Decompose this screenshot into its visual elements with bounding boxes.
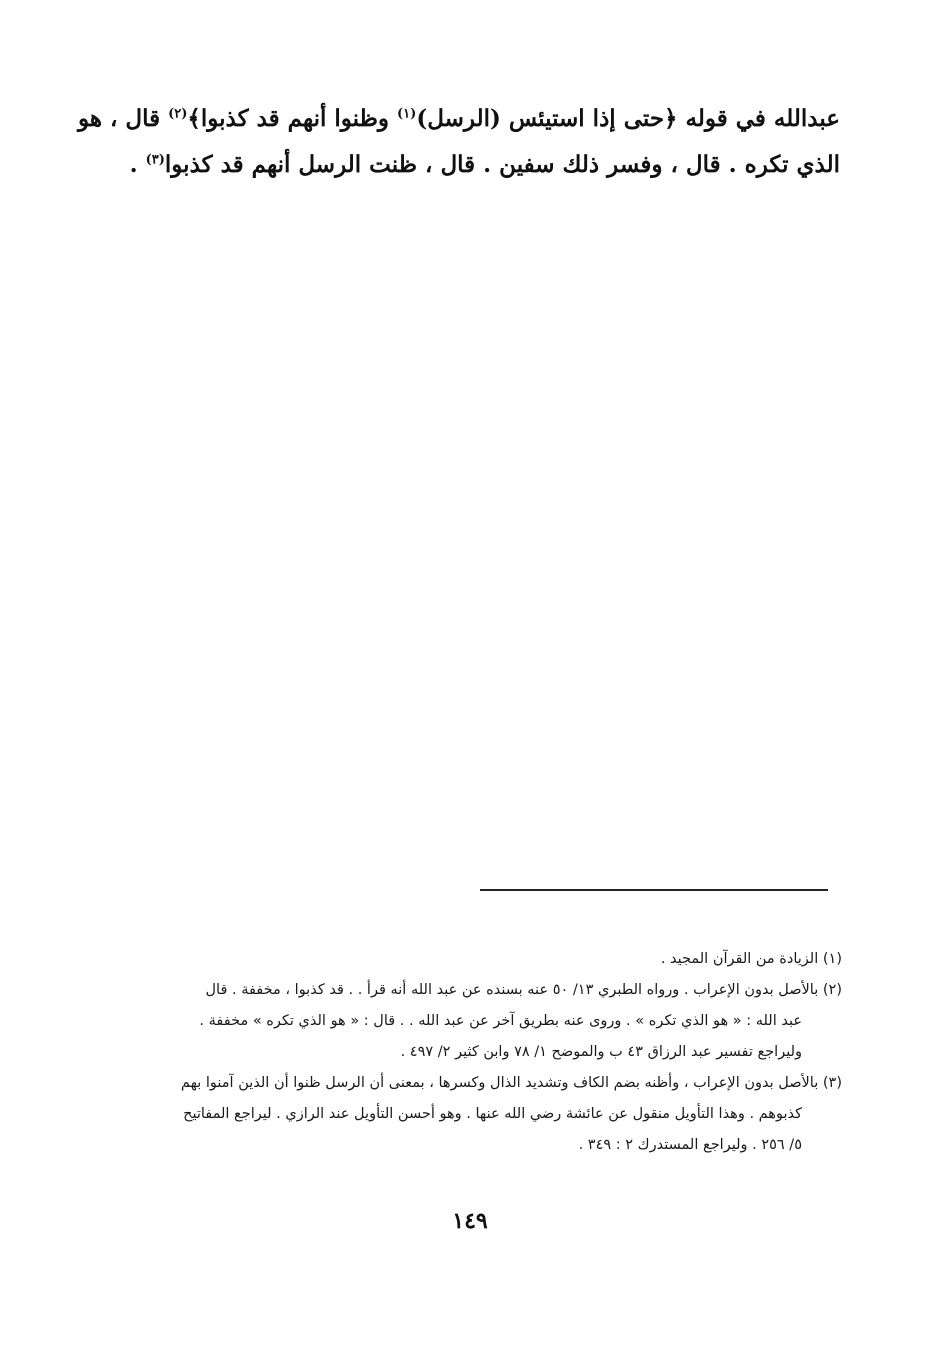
main-text	[77, 96, 840, 188]
footnote-1	[130, 944, 842, 975]
footnotes	[130, 944, 842, 1161]
footnote-line: (١) الزيادة من القرآن المجيد .	[660, 951, 842, 967]
main-text-segment: قال ، هو	[77, 105, 169, 132]
footnote-ref-1: (١)	[397, 106, 417, 122]
main-text-segment: .	[129, 151, 146, 178]
footnote-ref-2: (٢)	[168, 106, 188, 122]
main-text-segment: وظنوا أنهم قد كذبوا﴾	[187, 105, 398, 132]
main-text-line-1	[77, 96, 840, 142]
footnote-line: عبد الله : « هو الذي تكره » . وروى عنه بطريق آخر عن عبد الله . . قال : « هو الذي تكره » مخففة .	[199, 1013, 802, 1029]
footnote-line: ٥/ ٢٥٦ . وليراجع المستدرك ٢ : ٣٤٩ .	[578, 1137, 802, 1153]
footnote-3	[130, 1068, 842, 1161]
footnote-2	[130, 975, 842, 1068]
main-text-segment: الذي تكره . قال ، وفسر ذلك سفين . قال ، ظنت الرسل أنهم قد كذبوا	[164, 151, 840, 178]
footnote-line: (٢) بالأصل بدون الإعراب . ورواه الطبري ١٣/ ٥٠ عنه بسنده عن عبد الله أنه قرأ . . قد كذبوا ، مخففة . قال	[205, 982, 842, 998]
footnote-divider	[480, 889, 828, 891]
footnote-ref-3: (٣)	[145, 152, 165, 168]
footnote-line: (٣) بالأصل بدون الإعراب ، وأظنه بضم الكاف وتشديد الذال وكسرها ، بمعنى أن الرسل ظنوا أن الذين آمنوا بهم	[180, 1075, 842, 1091]
footnote-line: كذبوهم . وهذا التأويل منقول عن عائشة رضي الله عنها . وهو أحسن التأويل عند الرازي . ليراجع المفاتيح	[183, 1106, 802, 1122]
main-text-line-2	[130, 142, 840, 188]
page-number: ١٤٩	[452, 1208, 488, 1234]
main-text-segment: عبدالله في قوله ﴿حتى إذا استيئس (الرسل)	[416, 105, 840, 132]
footnote-line: وليراجع تفسير عبد الرزاق ٤٣ ب والموضح ١/ ٧٨ وابن كثير ٢/ ٤٩٧ .	[400, 1044, 802, 1060]
